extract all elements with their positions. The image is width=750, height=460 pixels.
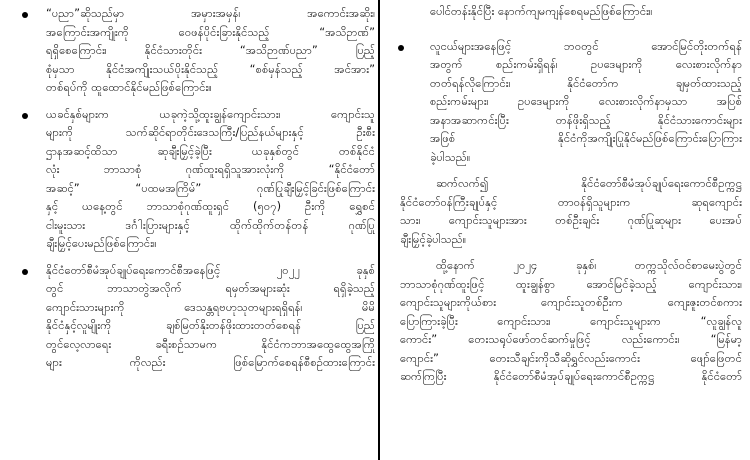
text-line: သား၊ ကျောင်းသူများအား တစ်ဦးချင်း ဂုဏ်ပြုဆုများ ပေးအပ်: [400, 213, 742, 227]
text-line: တွင် ဘာသာတွဲအလိုက် ရမှတ်အများဆုံး ရရှိခဲ့သည့်: [46, 281, 375, 295]
text-line: ငါးမူးသား ဒင်္ဂါးပြားများနှင့် ထိုက်ထိုက်တန်တန် ဂုဏ်ပြု: [46, 217, 375, 232]
bullet-item: [0, 261, 375, 372]
bullet-dot-icon: [22, 113, 28, 119]
text-line: ပြောကြားခဲ့ပြီး ကျောင်းသား၊ ကျောင်းသူများက “လူချွန်လူ: [400, 313, 742, 328]
bullet-item: [0, 4, 375, 97]
bullet-item: [386, 37, 742, 167]
text-line: ကျောင်းသားများကို ဒေသန္တရဗဟုသုတများရရှိရန်၊ မိမိ: [46, 299, 375, 314]
text-line: ကျောင်း” တေးသီချင်းကိုသီဆိုရွှင်လည်းကောင်း ဖျော်ဖြေတင်: [400, 350, 742, 365]
bullet-item: [0, 105, 375, 253]
text-line: ဌာနအဆင့်ထိသာ ဆုချီးမြှင့်ခဲ့ပြီး ယခုနှစ်တွင် တစ်နိုင်ငံ: [46, 143, 375, 158]
text-line: တစ်ရပ်ကို ထူထောင်နိုင်မည်ဖြစ်ကြောင်း။: [46, 80, 212, 94]
bullet-dot-icon: [398, 45, 404, 51]
paragraph: [386, 174, 742, 248]
text-line: ချီးမြှင့်ခဲ့ပါသည်။: [400, 231, 467, 246]
text-line: “ပညာ”ဆိုသည်မှာ အမှားအမှန်၊ အကောင်းအဆိုး၊: [46, 6, 375, 20]
column-divider: [378, 0, 380, 460]
text-line: အဆင့်” “ပထမအကြိမ်” ဂုဏ်ပြုချီးမြှင့်ခြင်းဖြစ်ကြောင်း: [46, 180, 375, 195]
bullet-dot-icon: [22, 269, 28, 275]
text-line: ထို့နောက် ၂၀၂၄ ခုနှစ်၊ တက္ကသိုလ်ဝင်စာမေးပွဲတွင်: [436, 258, 742, 272]
text-line: အတွက် စည်းကမ်းရှိရန်၊ ဥပဒေများကို လေးစားလိုက်နာ: [430, 57, 742, 71]
right-column: [386, 0, 742, 460]
text-line: လုံး ဘာသာစုံ ဂုဏ်ထူးရရှိသူအားလုံးကို “နိုင်ငံတော်: [46, 162, 375, 176]
text-line: ကောင်း” တေးသရုပ်ဖော်တင်ဆက်မှုဖြင့် လည်းကောင်း၊ “မြန်မာ့: [400, 332, 742, 346]
text-line: လူငယ်များအနေဖြင့် ဘဝတွင် အောင်မြင်တိုးတက်ရန်: [430, 38, 742, 53]
text-line: စည်းကမ်းများ၊ ဥပဒေများကို လေးစားလိုက်နာမှသာ အပြစ်: [430, 94, 742, 108]
paragraph: [386, 256, 742, 386]
text-line: တွင်လေ့လာရေး ခရီးစဉ်သာမက နိုင်ငံကဘာအထွေထွေအကြို: [46, 336, 375, 351]
continued-text: [386, 2, 742, 21]
text-line: များ ကိုလည်း ဖြစ်မြောက်စေရန်စီစဉ်ထားကြောင်း: [46, 355, 375, 369]
text-line: ကျောင်းသူများကိုယ်စား ကျောင်းသူတစ်ဦးက ကျေးဇူးတင်စကား: [400, 295, 742, 309]
text-line: များကို သက်ဆိုင်ရာတိုင်းဒေသကြီး/ပြည်နယ်များနှင့် ဦးစီး: [46, 125, 375, 139]
text-line: ဘာသာစုံဂုဏ်ထူးဖြင့် ထူးချွန်စွာ အောင်မြင်ခဲ့သည့် ကျောင်းသား၊: [400, 276, 742, 291]
text-line: ခဲ့ပါသည်။: [430, 149, 471, 164]
text-line: ဆက်ကြပြီး နိုင်ငံတော်စီမံအုပ်ချုပ်ရေးကောင်စီဥက္ကဋ္ဌ နိုင်ငံတော်: [400, 369, 742, 383]
text-line: နိုင်ငံနှင့်လူမျိုးကို ချစ်မြတ်နိုးတန်ဖိုးထားတတ်စေရန် ပြည်: [46, 318, 375, 332]
text-line: ပေါင်တန်းနိုင်ပြီး နောက်ကျမကျန်စေရမည်ဖြစ်ကြောင်း။: [430, 4, 653, 18]
text-line: နိုင်ငံတော်ဝန်ကြီးချုပ်နှင့် တာဝန်ရှိသူများက ဆုရကျောင်း: [400, 194, 742, 209]
text-line: နိုင်ငံတော်စီမံအုပ်ချုပ်ရေးကောင်စီအနေဖြင့် ၂၀၂၂ ခုနှစ်: [46, 262, 375, 277]
text-line: အနာအဆာကင်းပြီး တန်ဖိုးရှိသည့် နိုင်ငံသားကောင်းများ: [430, 112, 742, 127]
text-line: စုံမှသာ နိုင်ငံအကျိုးသယ်ပိုးနိုင်သည့် “စစ်မှန်သည့် အင်အား”: [46, 61, 375, 76]
bullet-dot-icon: [22, 12, 28, 18]
text-line: ယခင်နှစ်များက ယခုကဲ့သို့ထူးချွန်ကျောင်းသား၊ ကျောင်းသူ: [46, 106, 375, 121]
text-line: ချီးမြှင့်ပေးမည်ဖြစ်ကြောင်း။: [46, 236, 157, 250]
text-line: အကြောင်းအကျိုးကို ဝေဖန်ပိုင်းခြားနိုင်သည့် “အသိဉာဏ်”: [46, 24, 375, 39]
text-line: ရရှိစေကြောင်း၊ နိုင်ငံသားတိုင်း “အသိဉာဏ်ပညာ” ပြည့်: [46, 43, 375, 57]
text-line: အဖြစ် နိုင်ငံကိုအကျိုးပြုနိုင်မည်ဖြစ်ကြောင်းပြောကြား: [430, 131, 742, 145]
text-line: တတ်ရန်လိုကြောင်း၊ နိုင်ငံတော်က ချမှတ်ထားသည့်: [430, 75, 742, 90]
text-line: ဆက်လက်၍ နိုင်ငံတော်စီမံအုပ်ချုပ်ရေးကောင်စီဥက္ကဋ္ဌ: [436, 176, 742, 190]
text-line: နှင့် ယနေ့တွင် ဘာသာစုံဂုဏ်ထူးရှင် (၅၀၇) ဦးကို ရွှေစင်: [46, 199, 375, 213]
